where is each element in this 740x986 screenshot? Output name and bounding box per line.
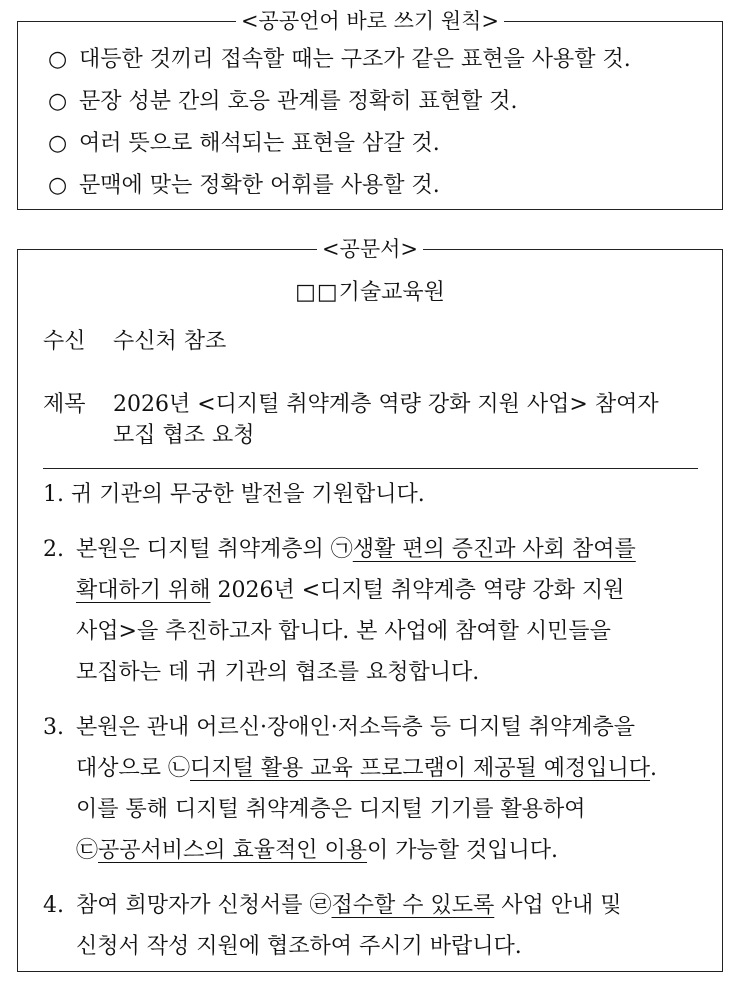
bullet: ○ bbox=[48, 47, 68, 72]
paragraph-3-line-2: 대상으로 ㉡디지털 활용 교육 프로그램이 제공될 예정입니다. bbox=[76, 756, 658, 781]
subject-line-1: 2026년 <디지털 취약계층 역량 강화 지원 사업> 참여자 bbox=[113, 392, 659, 417]
paragraph-2-line-2: 확대하기 위해 2026년 <디지털 취약계층 역량 강화 지원 bbox=[76, 578, 625, 603]
subject-label: 제목 bbox=[43, 392, 86, 417]
paragraph-number: 3. bbox=[43, 715, 64, 740]
official-document bbox=[17, 237, 723, 972]
paragraph-2-line-4: 모집하는 데 귀 기관의 협조를 요청합니다. bbox=[76, 660, 480, 685]
bullet: ○ bbox=[48, 131, 68, 156]
paragraph-3-line-3: 이를 통해 디지털 취약계층은 디지털 기기를 활용하여 bbox=[76, 797, 586, 822]
paragraph-4-line-1: 참여 희망자가 신청서를 ㉣접수할 수 있도록 사업 안내 및 bbox=[76, 893, 622, 918]
document-title: <공문서> bbox=[317, 237, 423, 261]
paragraph-number: 2. bbox=[43, 537, 64, 562]
paragraph-2-line-1: 본원은 디지털 취약계층의 ㉠생활 편의 증진과 사회 참여를 bbox=[76, 537, 636, 562]
bullet: ○ bbox=[48, 173, 68, 198]
recipient-row bbox=[43, 326, 226, 357]
organization-name: □□기술교육원 bbox=[295, 280, 445, 305]
rules-box bbox=[17, 9, 723, 210]
marker-4: ㉣ bbox=[309, 893, 332, 918]
recipient-label: 수신 bbox=[43, 329, 86, 354]
bullet: ○ bbox=[48, 89, 68, 114]
paragraph-number: 1. bbox=[43, 482, 64, 507]
paragraph-2-line-3: 사업>을 추진하고자 합니다. 본 사업에 참여할 시민들을 bbox=[76, 619, 611, 644]
paragraph-3-line-4: ㉢공공서비스의 효율적인 이용이 가능할 것입니다. bbox=[76, 838, 559, 863]
underlined-phrase-4: 접수할 수 있도록 bbox=[331, 893, 495, 918]
paragraph-number: 4. bbox=[43, 893, 64, 918]
rule-item: ○ 대등한 것끼리 접속할 때는 구조가 같은 표현을 사용할 것. bbox=[48, 47, 631, 72]
marker-1: ㉠ bbox=[330, 537, 353, 562]
underlined-phrase-1: 생활 편의 증진과 사회 참여를 bbox=[352, 537, 636, 562]
subject-line-2: 모집 협조 요청 bbox=[113, 423, 255, 448]
subject-row bbox=[43, 389, 659, 420]
marker-3: ㉢ bbox=[76, 838, 99, 863]
recipient-value: 수신처 참조 bbox=[113, 329, 227, 354]
paragraph-1: 1. 귀 기관의 무궁한 발전을 기원합니다. bbox=[43, 482, 425, 507]
paragraph-3-line-1: 본원은 관내 어르신·장애인·저소득층 등 디지털 취약계층을 bbox=[76, 715, 636, 740]
rules-title: <공공언어 바로 쓰기 원칙> bbox=[236, 9, 504, 33]
divider bbox=[43, 468, 698, 469]
rule-item: ○ 여러 뜻으로 해석되는 표현을 삼갈 것. bbox=[48, 131, 440, 156]
paragraph-4-line-2: 신청서 작성 지원에 협조하여 주시기 바랍니다. bbox=[76, 934, 522, 959]
underlined-phrase-3: 공공서비스의 효율적인 이용 bbox=[98, 838, 368, 863]
rule-item: ○ 문맥에 맞는 정확한 어휘를 사용할 것. bbox=[48, 173, 440, 198]
underlined-phrase-2: 디지털 활용 교육 프로그램이 제공될 예정입니다 bbox=[190, 756, 651, 781]
rule-item: ○ 문장 성분 간의 호응 관계를 정확히 표현할 것. bbox=[48, 89, 518, 114]
marker-2: ㉡ bbox=[168, 756, 191, 781]
